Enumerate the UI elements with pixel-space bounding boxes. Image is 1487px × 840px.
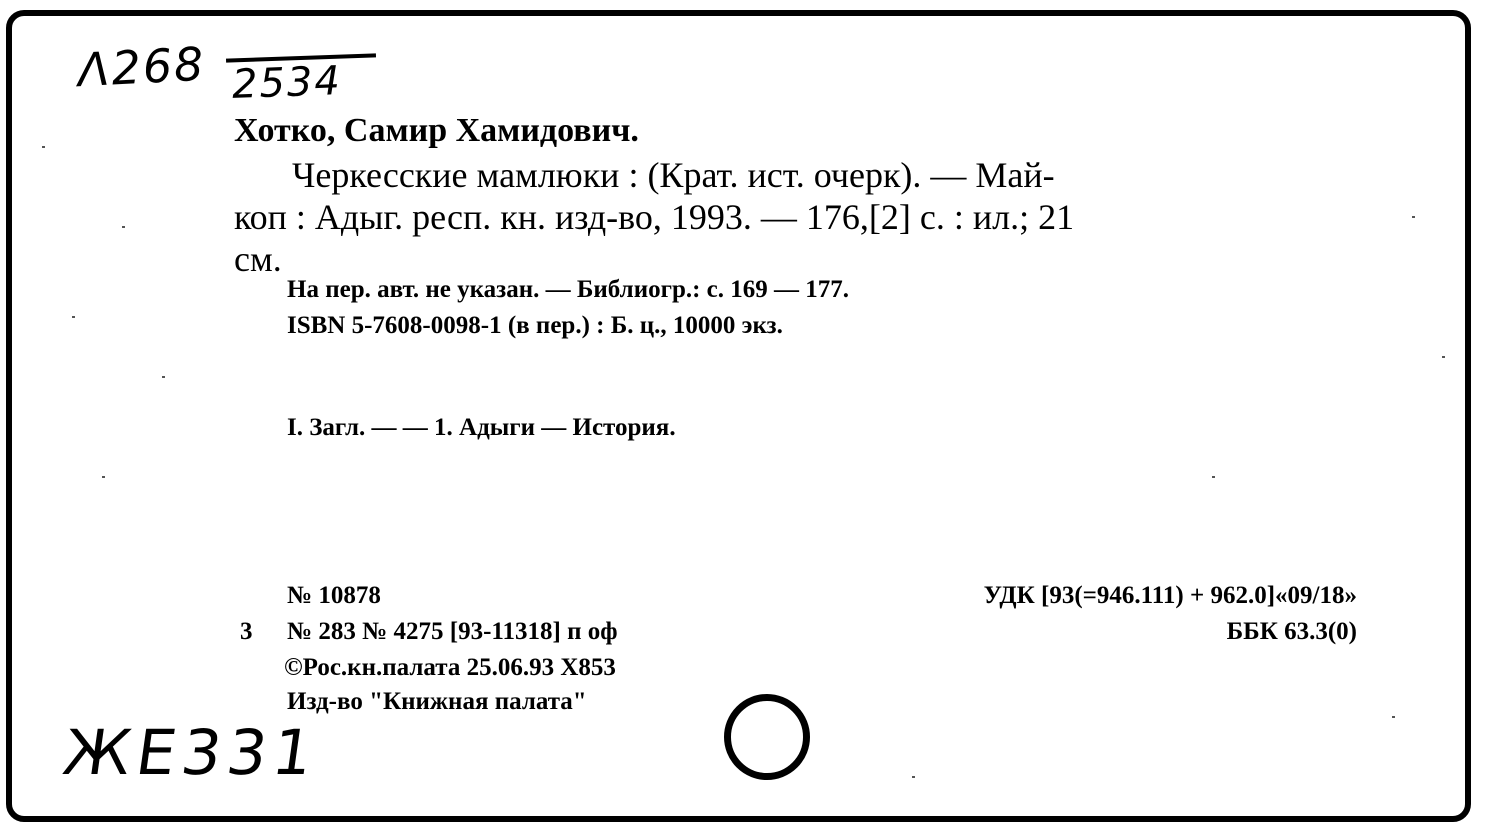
scan-speck bbox=[1442, 356, 1445, 358]
subject-headings: I. Загл. — — 1. Адыги — История. bbox=[287, 414, 676, 441]
bbk-classification: ББК 63.3(0) bbox=[1226, 618, 1357, 645]
bibliography-note: На пер. авт. не указан. — Библиогр.: с. 169 — 177. bbox=[287, 276, 850, 303]
publisher-line: Изд-во "Книжная палата" bbox=[287, 688, 587, 715]
scan-speck bbox=[162, 376, 165, 378]
udk-classification: УДК [93(=946.111) + 962.0]«09/18» bbox=[983, 582, 1357, 609]
scan-speck bbox=[1412, 216, 1415, 218]
author-heading: Хотко, Самир Хамидович. bbox=[234, 112, 639, 149]
title-statement bbox=[234, 154, 1374, 280]
inventory-number-handwritten: ЖЕ331 bbox=[58, 716, 324, 789]
title-line-3: см. bbox=[234, 239, 282, 279]
isbn-line: ISBN 5-7608-0098-1 (в пер.) : Б. ц., 10000 экз. bbox=[287, 312, 783, 339]
scan-speck bbox=[1212, 476, 1215, 478]
shelf-number-handwritten: 2534 bbox=[231, 58, 343, 108]
record-number: № 10878 bbox=[287, 582, 381, 609]
scan-speck bbox=[42, 146, 45, 148]
order-numbers: № 283 № 4275 [93-11318] п оф bbox=[287, 618, 618, 645]
catalog-card bbox=[6, 10, 1471, 822]
card-punch-hole bbox=[724, 694, 810, 780]
title-line-1: Черкесские мамлюки : (Крат. ист. очерк). — Май- bbox=[292, 155, 1055, 195]
copies-count: 3 bbox=[240, 618, 253, 645]
scan-speck bbox=[102, 476, 105, 478]
scan-speck bbox=[72, 316, 75, 318]
scan-speck bbox=[122, 226, 125, 228]
scan-speck bbox=[1392, 716, 1395, 718]
title-line-2: коп : Адыг. респ. кн. изд-во, 1993. — 176,[2] с. : ил.; 21 bbox=[234, 197, 1075, 237]
scan-speck bbox=[912, 776, 915, 778]
copyright-line: ©Рос.кн.палата 25.06.93 Х853 bbox=[284, 654, 616, 681]
shelf-mark-handwritten: Λ268 bbox=[76, 36, 207, 98]
